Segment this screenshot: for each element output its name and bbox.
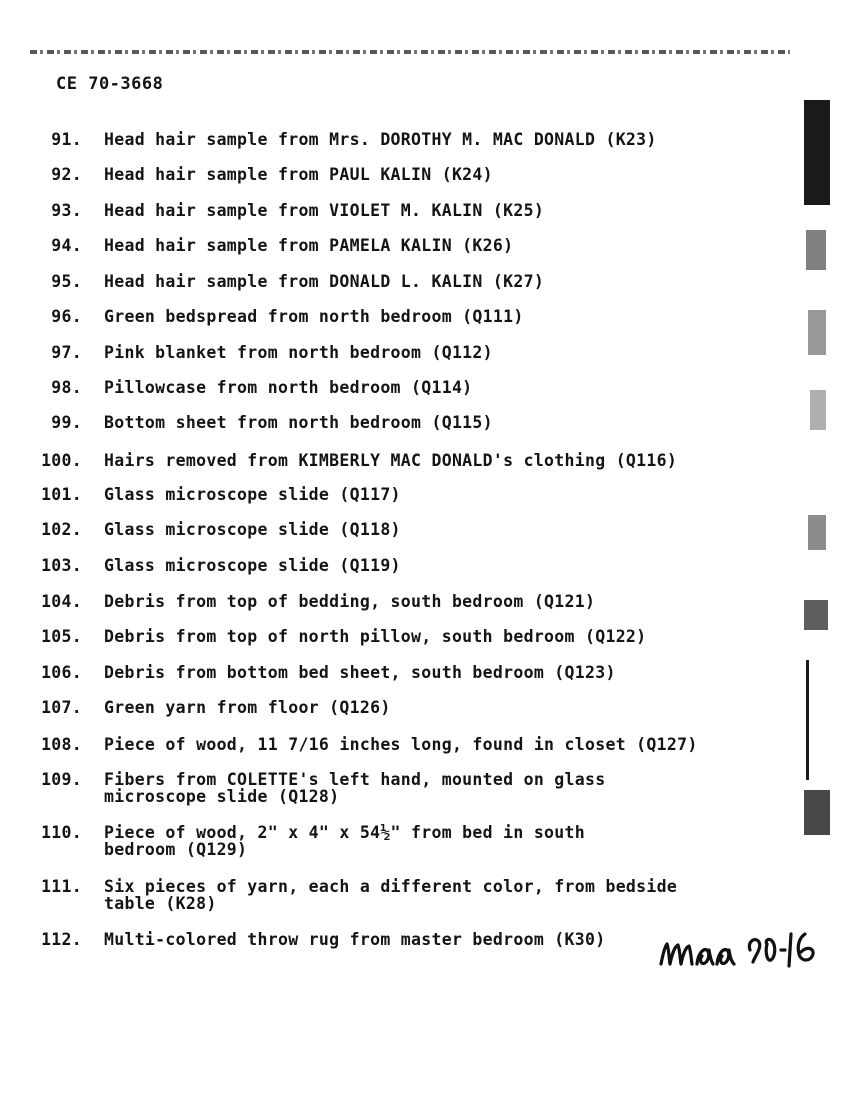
item-number: 112. — [41, 930, 82, 949]
item-number: 106. — [41, 663, 82, 682]
item-number: 109. — [41, 770, 82, 789]
item-number: 95. — [51, 272, 82, 291]
item-number: 111. — [41, 877, 82, 896]
item-number: 96. — [51, 307, 82, 326]
scan-noise-block — [808, 515, 826, 550]
scan-margin-artifact — [800, 30, 840, 850]
item-number: 94. — [51, 236, 82, 255]
item-description: Head hair sample from DONALD L. KALIN (K27) — [104, 272, 545, 291]
item-description: Multi-colored throw rug from master bedroom (K30) — [104, 930, 606, 949]
item-description: Head hair sample from Mrs. DOROTHY M. MAC DONALD (K23) — [104, 130, 657, 149]
item-number: 92. — [51, 165, 82, 184]
scan-noise-block — [808, 310, 826, 355]
item-description: Fibers from COLETTE's left hand, mounted on glass microscope slide (Q128) — [104, 770, 606, 806]
item-description: Debris from top of north pillow, south bedroom (Q122) — [104, 627, 647, 646]
item-description: Glass microscope slide (Q119) — [104, 556, 401, 575]
scan-noise-block — [806, 230, 826, 270]
item-description: Glass microscope slide (Q118) — [104, 520, 401, 539]
item-description: Six pieces of yarn, each a different color, from bedside table (K28) — [104, 877, 678, 913]
item-number: 103. — [41, 556, 82, 575]
item-description: Debris from top of bedding, south bedroom (Q121) — [104, 592, 596, 611]
item-number: 101. — [41, 485, 82, 504]
item-description: Head hair sample from PAMELA KALIN (K26) — [104, 236, 514, 255]
item-description: Piece of wood, 11 7/16 inches long, found in closet (Q127) — [104, 735, 698, 754]
scan-noise-block — [810, 390, 826, 430]
scan-noise-block — [804, 100, 830, 205]
item-number: 91. — [51, 130, 82, 149]
item-description: Pink blanket from north bedroom (Q112) — [104, 343, 493, 362]
scan-noise-block — [804, 600, 828, 630]
item-description: Piece of wood, 2" x 4" x 54½" from bed in south bedroom (Q129) — [104, 823, 585, 859]
item-description: Bottom sheet from north bedroom (Q115) — [104, 413, 493, 432]
item-number: 102. — [41, 520, 82, 539]
item-number: 108. — [41, 735, 82, 754]
item-description: Head hair sample from PAUL KALIN (K24) — [104, 165, 493, 184]
item-number: 98. — [51, 378, 82, 397]
document-id: CE 70-3668 — [56, 74, 164, 94]
scan-noise-block — [804, 790, 830, 835]
item-description: Hairs removed from KIMBERLY MAC DONALD's clothing (Q116) — [104, 451, 678, 470]
item-description: Glass microscope slide (Q117) — [104, 485, 401, 504]
item-number: 110. — [41, 823, 82, 842]
item-number: 107. — [41, 698, 82, 717]
item-number: 105. — [41, 627, 82, 646]
item-number: 104. — [41, 592, 82, 611]
item-description: Green yarn from floor (Q126) — [104, 698, 391, 717]
scan-noise-block — [806, 660, 809, 780]
item-description: Pillowcase from north bedroom (Q114) — [104, 378, 473, 397]
header-rule — [30, 50, 790, 54]
item-description: Head hair sample from VIOLET M. KALIN (K25) — [104, 201, 545, 220]
item-description: Debris from bottom bed sheet, south bedroom (Q123) — [104, 663, 616, 682]
item-number: 93. — [51, 201, 82, 220]
handwritten-signature — [655, 920, 825, 980]
signature-drawing — [655, 920, 825, 980]
item-number: 100. — [41, 451, 82, 470]
item-number: 99. — [51, 413, 82, 432]
item-number: 97. — [51, 343, 82, 362]
item-description: Green bedspread from north bedroom (Q111) — [104, 307, 524, 326]
